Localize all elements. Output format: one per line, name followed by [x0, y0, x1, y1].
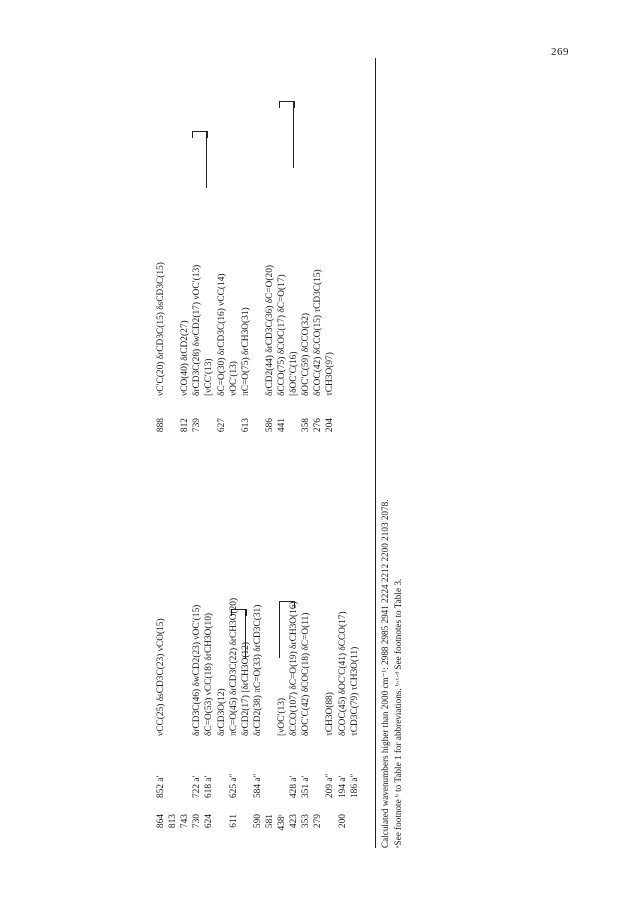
- cell-c2: 428 a′: [289, 775, 300, 798]
- cell-c1: 743: [180, 814, 191, 829]
- cell-c5: [δOC′C(16): [289, 351, 300, 396]
- cell-c3: δrCD3O(12): [216, 688, 227, 736]
- cell-c5: νOC′(13): [228, 361, 239, 396]
- cell-c1: 611: [228, 814, 239, 828]
- cell-c4: 627: [216, 418, 227, 433]
- table-bottom-rule: [375, 58, 376, 848]
- cell-c3: [νOC′(13): [277, 697, 287, 736]
- cell-c4: 358: [301, 418, 312, 433]
- bracket-line-2: [245, 610, 246, 658]
- cell-c2: 209 a″: [325, 773, 336, 798]
- cell-c5: νC′C(20) δrCD3C(15) δsCD3C(15): [156, 262, 166, 396]
- cell-c2: 618 a′: [204, 775, 215, 798]
- cell-c3: δrCD2(17) [δrCH3O(12): [240, 642, 251, 736]
- cell-c2: 722 a′: [192, 775, 203, 798]
- cell-c1: 279: [313, 814, 324, 829]
- cell-c3: πC=O(45) δrCD3C(22) δrCH3O(20): [228, 597, 239, 736]
- cell-c3: δCOC(45) δOC′C(41) δCCO(17): [337, 611, 348, 736]
- cell-c1: 200: [337, 814, 348, 829]
- cell-c4: 888: [156, 418, 166, 433]
- cell-c5: δCCO(75) δCOC(17) δC=O(17): [277, 274, 287, 396]
- cell-c1: 813: [168, 814, 179, 829]
- cell-c1: 581: [264, 814, 275, 829]
- cell-c5: δC=O(30) δrCD3C(16) νCC(14): [216, 273, 227, 396]
- cell-c3: δCCO(107) δC=O(19) δrCH3O(16): [289, 601, 300, 736]
- cell-c4: 441: [277, 418, 287, 433]
- cell-c4: 812: [180, 418, 191, 433]
- rotated-table: [155, 88, 455, 848]
- cell-c2: 351 a′: [301, 775, 312, 798]
- cell-c3: δOC′C(42) δCOC(18) δC=O(11): [301, 612, 312, 736]
- cell-c2: 584 a″: [252, 773, 263, 798]
- cell-c4: 276: [313, 418, 324, 433]
- cell-c4: 204: [325, 418, 336, 433]
- cell-c3: τCD3C(79) τCH3O(11): [349, 646, 360, 736]
- cell-c2: 852 a′: [156, 775, 166, 798]
- cell-c5: πC=O(75) δrCH3O(31): [240, 307, 251, 396]
- cell-c5: δCOC(42) δCCO(15) τCD3C(15): [313, 269, 324, 396]
- cell-c5: νCO(40) δtCD2(27): [180, 320, 191, 396]
- cell-c5: δOC′C(59) δCCO(32): [301, 312, 312, 396]
- cell-c1: 864: [156, 814, 166, 829]
- cell-c5: δrCD2(44) δrCD3C(36) δC=O(20): [264, 264, 275, 396]
- cell-c2: 194 a′: [337, 775, 348, 798]
- cell-c4: 586: [264, 418, 275, 433]
- footnote-1: Calculated wavenumbers higher than 2000 cm⁻¹: 2988 2985 2941 2224 2212 2200 2103 2078.: [380, 499, 390, 848]
- cell-c3: δrCD2(38) πC=O(33) δrCD3C(31): [252, 604, 263, 736]
- page-number: 269: [551, 46, 569, 58]
- cell-c5: [νCC′(13): [204, 358, 215, 396]
- cell-c1: 423: [289, 814, 300, 829]
- bracket-line-1: [206, 132, 207, 188]
- cell-c1: 624: [204, 814, 215, 829]
- cell-c1: 438ᶜ: [277, 814, 287, 831]
- cell-c2: 625 a″: [228, 773, 239, 798]
- cell-c2: 186 a″: [349, 773, 360, 798]
- bracket-line-4: [293, 102, 294, 168]
- cell-c5: δrCD3C(28) δwCD2(17) νOC′(13): [192, 264, 203, 396]
- cell-c5: τCH3O(97): [325, 352, 336, 396]
- cell-c4: 739: [192, 418, 203, 433]
- cell-c1: 730: [192, 814, 203, 829]
- bracket-line-3: [279, 602, 280, 658]
- bracket-right-3: [279, 601, 295, 608]
- cell-c3: νCC(25) δsCD3C(23) νCO(15): [156, 618, 166, 736]
- cell-c1: 590: [252, 814, 263, 829]
- cell-c3: τCH3O(88): [325, 692, 336, 736]
- cell-c4: 613: [240, 418, 251, 433]
- cell-c1: 353: [301, 814, 312, 829]
- cell-c3: δC=O(53) νCC(18) δrCH3O(10): [204, 612, 215, 736]
- cell-c3: δrCD3C(46) δwCD2(23) νOC′(15): [192, 604, 203, 736]
- footnote-2: ᵃSee footnote ᵇ to Table 1 for abbreviations. ᵇ·ᶜ·ᵈ See footnotes to Table 3.: [393, 578, 403, 848]
